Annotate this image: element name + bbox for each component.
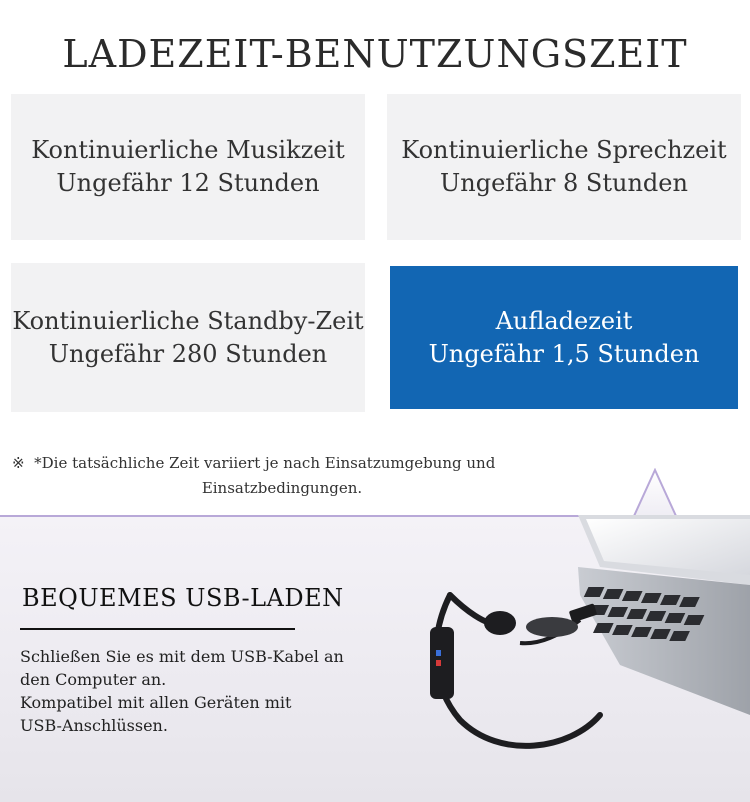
card-label: Kontinuierliche Sprechzeit	[401, 136, 727, 164]
usb-description-line: Schließen Sie es mit dem USB-Kabel an	[20, 647, 344, 666]
disclaimer-note	[12, 451, 512, 501]
title-underline	[20, 628, 295, 630]
card-label: Kontinuierliche Standby-Zeit	[12, 306, 364, 335]
card-label: Aufladezeit	[495, 306, 633, 335]
talk-time-card	[387, 94, 741, 240]
usb-charging-title: BEQUEMES USB-LADEN	[22, 584, 344, 612]
usb-description	[20, 645, 380, 737]
card-value: Ungefähr 12 Stunden	[56, 169, 320, 197]
headphones-laptop-image	[390, 515, 750, 802]
card-value: Ungefähr 1,5 Stunden	[428, 339, 700, 368]
card-value: Ungefähr 280 Stunden	[48, 339, 328, 368]
standby-time-card	[11, 263, 365, 412]
pointer-triangle-icon	[630, 468, 680, 518]
usb-description-line: USB-Anschlüssen.	[20, 716, 168, 735]
card-value: Ungefähr 8 Stunden	[440, 169, 688, 197]
music-time-card	[11, 94, 365, 240]
card-label: Kontinuierliche Musikzeit	[31, 136, 345, 164]
reference-mark-icon: ※	[12, 454, 25, 472]
page-title: LADEZEIT-BENUTZUNGSZEIT	[62, 32, 688, 76]
note-line-2: Einsatzbedingungen.	[201, 479, 363, 497]
charging-time-card	[387, 263, 741, 412]
note-line-1: *Die tatsächliche Zeit variiert je nach Einsatzumgebung und	[34, 454, 496, 472]
usb-description-line: Kompatibel mit allen Geräten mit	[20, 693, 292, 712]
usb-description-line: den Computer an.	[20, 670, 167, 689]
